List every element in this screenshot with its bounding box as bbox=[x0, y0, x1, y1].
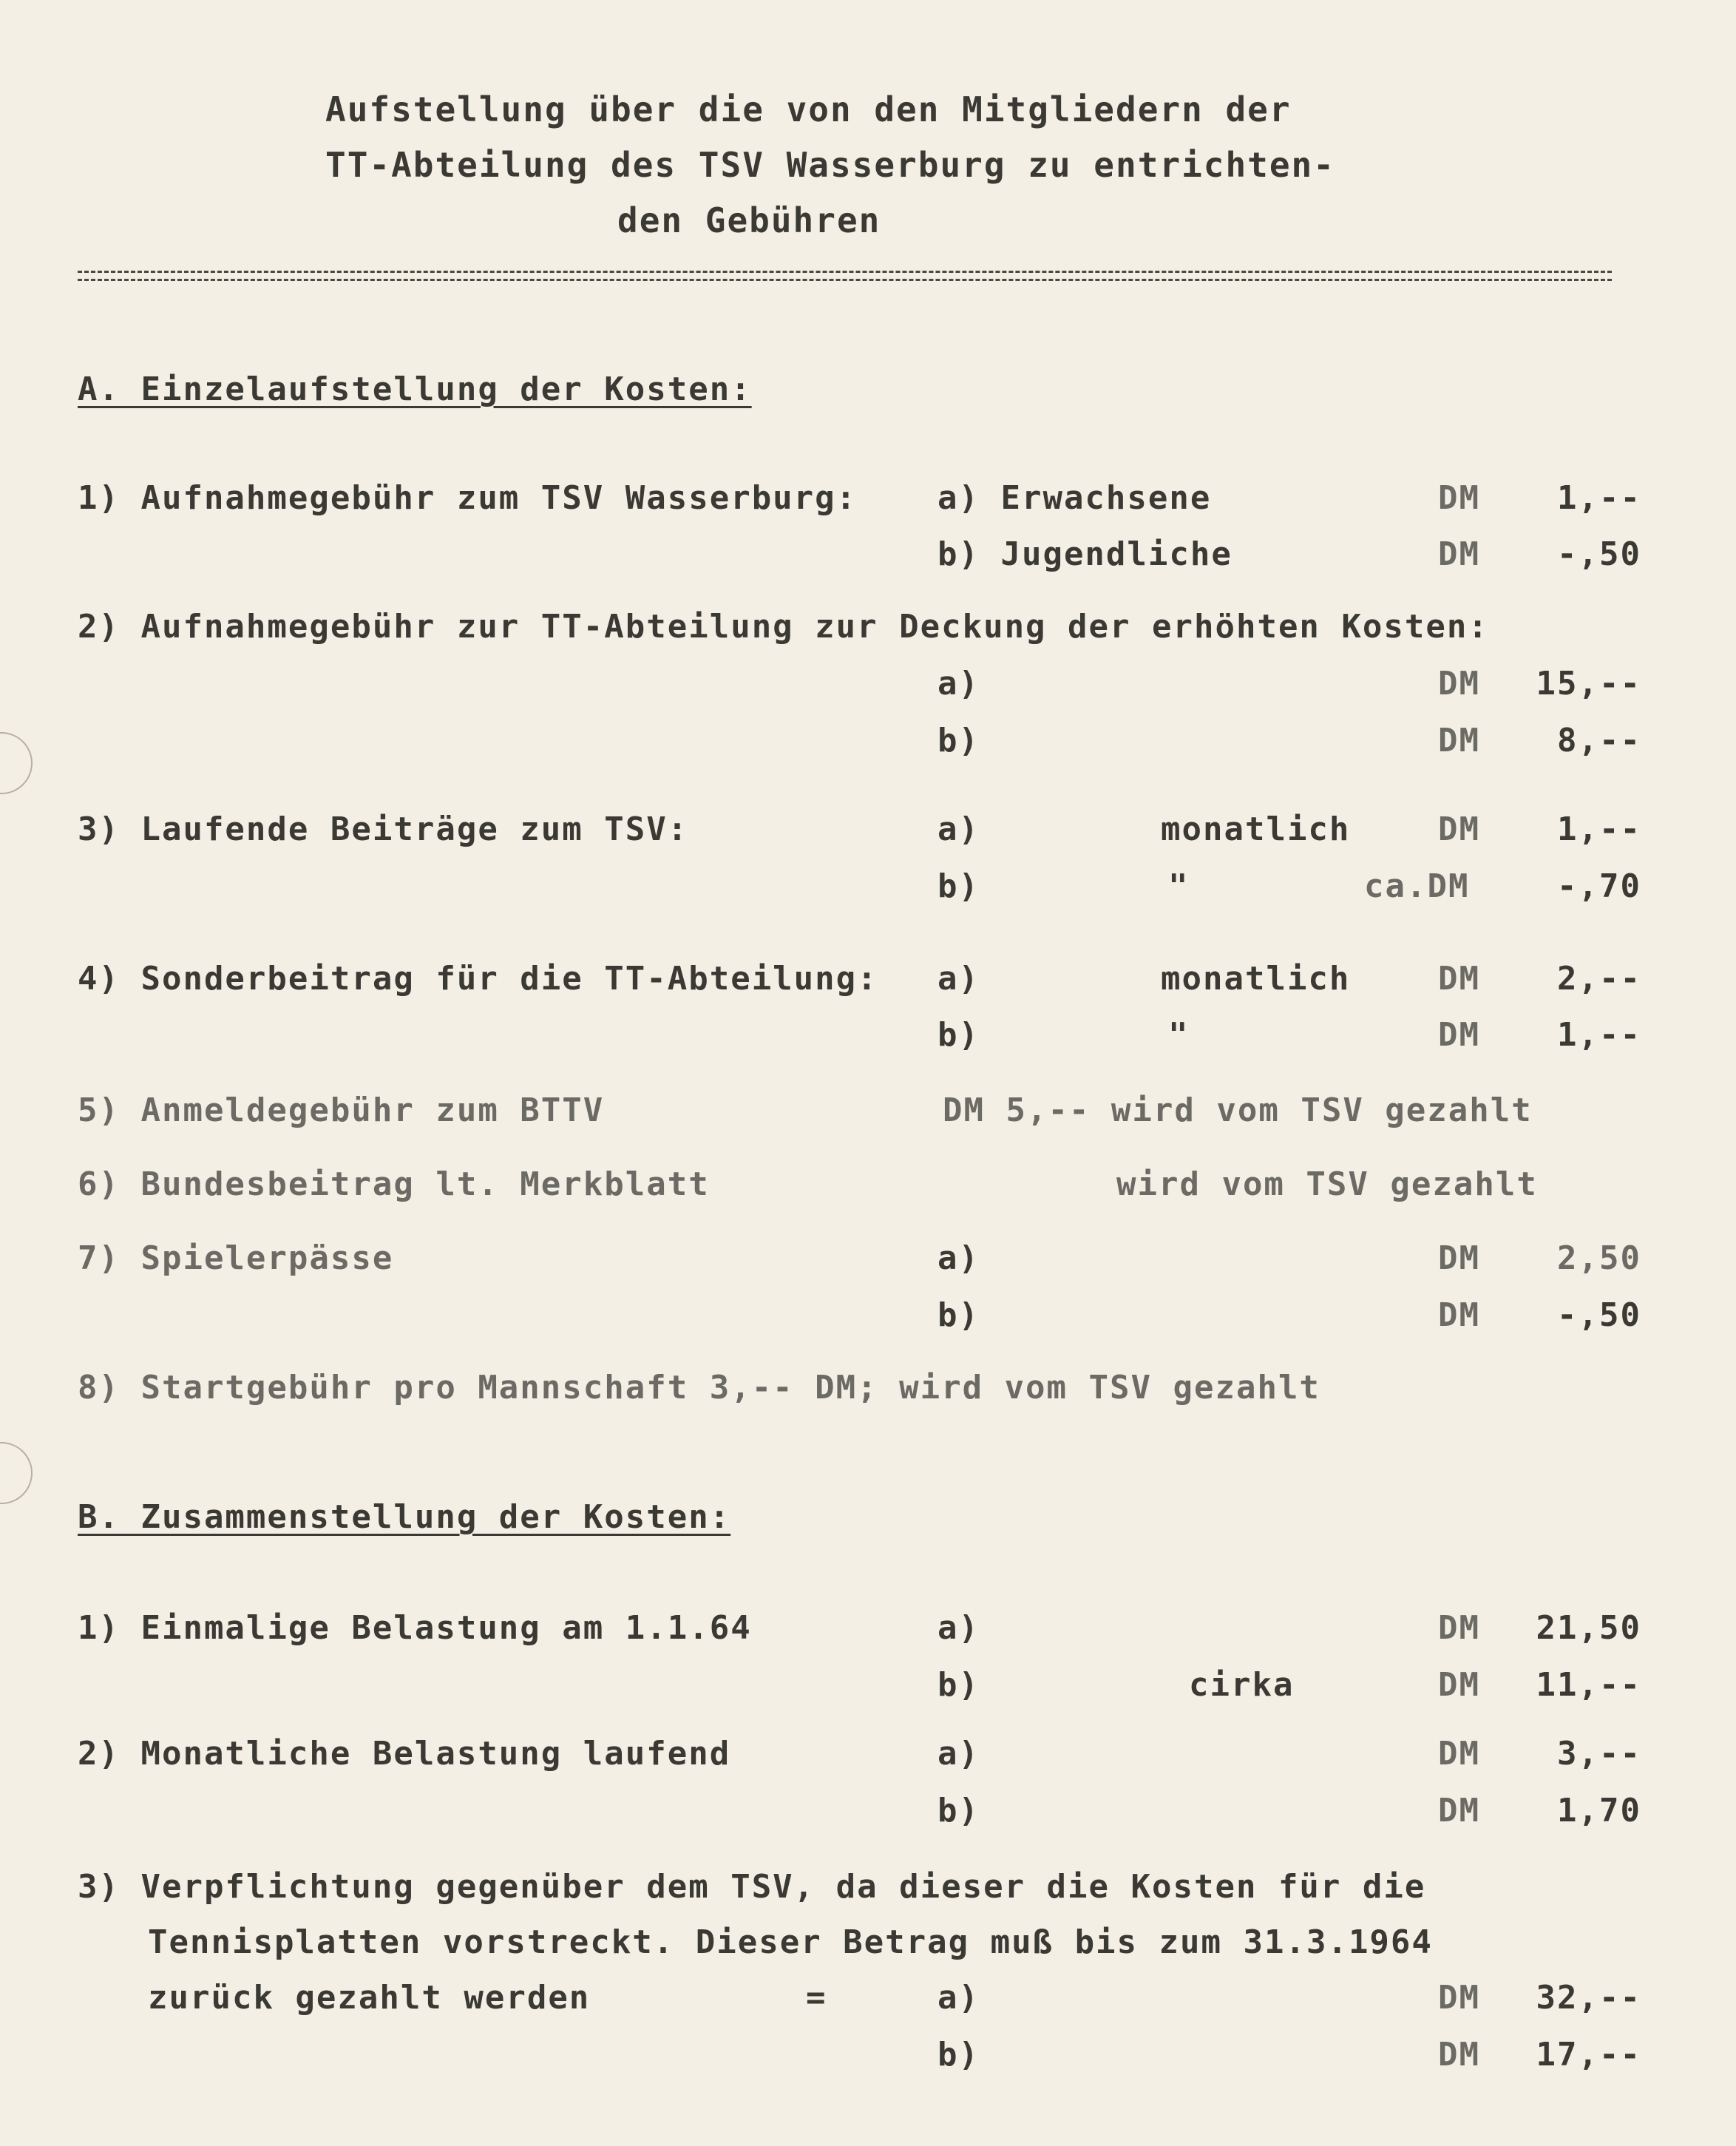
a3-b-label: b) bbox=[937, 867, 980, 905]
a1-a-currency: DM bbox=[1438, 479, 1480, 517]
a3-a-amount: 1,-- bbox=[1557, 810, 1641, 848]
punch-hole bbox=[0, 1442, 33, 1504]
a3-b-note: " bbox=[1168, 867, 1190, 905]
b1-a-label: a) bbox=[937, 1609, 980, 1647]
a1-a-amount: 1,-- bbox=[1557, 479, 1641, 517]
b1-a-currency: DM bbox=[1438, 1609, 1480, 1647]
b1-b-label: b) bbox=[937, 1666, 980, 1704]
b2-a-currency: DM bbox=[1438, 1735, 1480, 1773]
a6-note: wird vom TSV gezahlt bbox=[1116, 1165, 1538, 1203]
b1-b-amount: 11,-- bbox=[1536, 1666, 1641, 1704]
a1-label: 1) Aufnahmegebühr zum TSV Wasserburg: bbox=[78, 479, 858, 517]
a7-a-amount: 2,50 bbox=[1557, 1239, 1641, 1277]
b1-b-note: cirka bbox=[1189, 1666, 1295, 1704]
a3-a-note: monatlich bbox=[1161, 810, 1351, 848]
a3-b-amount: -,70 bbox=[1557, 867, 1641, 905]
b2-a-amount: 3,-- bbox=[1557, 1735, 1641, 1773]
a7-b-label: b) bbox=[937, 1296, 980, 1334]
a3-a-label: a) bbox=[937, 810, 980, 848]
a3-b-currency: ca.DM bbox=[1364, 867, 1470, 905]
b3-a-amount: 32,-- bbox=[1536, 1979, 1641, 2017]
a2-label: 2) Aufnahmegebühr zur TT-Abteilung zur Deckung der erhöhten Kosten: bbox=[78, 608, 1489, 646]
a2-b-amount: 8,-- bbox=[1557, 722, 1641, 759]
a8-label: 8) Startgebühr pro Mannschaft 3,-- DM; wird vom TSV gezahlt bbox=[78, 1369, 1320, 1407]
a2-a-currency: DM bbox=[1438, 665, 1480, 703]
section-a-heading: A. Einzelaufstellung der Kosten: bbox=[78, 370, 752, 408]
b2-b-label: b) bbox=[937, 1792, 980, 1829]
a3-label: 3) Laufende Beiträge zum TSV: bbox=[78, 810, 689, 848]
a2-b-currency: DM bbox=[1438, 722, 1480, 759]
b1-a-amount: 21,50 bbox=[1536, 1609, 1641, 1647]
a4-b-label: b) bbox=[937, 1016, 980, 1054]
b3-b-amount: 17,-- bbox=[1536, 2036, 1641, 2074]
a4-b-amount: 1,-- bbox=[1557, 1016, 1641, 1054]
a5-note: DM 5,-- wird vom TSV gezahlt bbox=[943, 1091, 1533, 1129]
b3-equals: = bbox=[806, 1979, 827, 2017]
a4-b-currency: DM bbox=[1438, 1016, 1480, 1054]
b1-b-currency: DM bbox=[1438, 1666, 1480, 1704]
a2-b-label: b) bbox=[937, 722, 980, 759]
a1-b-currency: DM bbox=[1438, 535, 1480, 573]
a1-b-amount: -,50 bbox=[1557, 535, 1641, 573]
b3-line-1: 3) Verpflichtung gegenüber dem TSV, da dieser die Kosten für die bbox=[78, 1868, 1426, 1906]
a1-b-label: b) Jugendliche bbox=[937, 535, 1233, 573]
b3-line-2: Tennisplatten vorstreckt. Dieser Betrag muß bis zum 31.3.1964 bbox=[148, 1923, 1433, 1961]
a4-a-amount: 2,-- bbox=[1557, 960, 1641, 998]
a7-a-label: a) bbox=[937, 1239, 980, 1277]
punch-hole bbox=[0, 732, 33, 794]
a4-a-currency: DM bbox=[1438, 960, 1480, 998]
a5-label: 5) Anmeldegebühr zum BTTV bbox=[78, 1091, 605, 1129]
double-rule bbox=[78, 271, 1612, 281]
a4-a-note: monatlich bbox=[1161, 960, 1351, 998]
b3-b-label: b) bbox=[937, 2036, 980, 2074]
section-b-heading: B. Zusammenstellung der Kosten: bbox=[78, 1498, 731, 1536]
b2-b-amount: 1,70 bbox=[1557, 1792, 1641, 1829]
b2-a-label: a) bbox=[937, 1735, 980, 1773]
title-line-1: Aufstellung über die von den Mitgliedern der bbox=[325, 89, 1292, 129]
a4-a-label: a) bbox=[937, 960, 980, 998]
a4-b-note: " bbox=[1168, 1016, 1190, 1054]
a7-b-amount: -,50 bbox=[1557, 1296, 1641, 1334]
a1-a-label: a) Erwachsene bbox=[937, 479, 1212, 517]
a7-b-currency: DM bbox=[1438, 1296, 1480, 1334]
a4-label: 4) Sonderbeitrag für die TT-Abteilung: bbox=[78, 960, 878, 998]
a7-label: 7) Spielerpässe bbox=[78, 1239, 394, 1277]
title-line-2: TT-Abteilung des TSV Wasserburg zu entrichten- bbox=[325, 145, 1335, 185]
title-line-3: den Gebühren bbox=[617, 200, 881, 240]
b3-a-label: a) bbox=[937, 1979, 980, 2017]
a3-a-currency: DM bbox=[1438, 810, 1480, 848]
a2-a-amount: 15,-- bbox=[1536, 665, 1641, 703]
b1-label: 1) Einmalige Belastung am 1.1.64 bbox=[78, 1609, 752, 1647]
b2-b-currency: DM bbox=[1438, 1792, 1480, 1829]
a6-label: 6) Bundesbeitrag lt. Merkblatt bbox=[78, 1165, 710, 1203]
a7-a-currency: DM bbox=[1438, 1239, 1480, 1277]
b3-b-currency: DM bbox=[1438, 2036, 1480, 2074]
b3-a-currency: DM bbox=[1438, 1979, 1480, 2017]
a2-a-label: a) bbox=[937, 665, 980, 703]
b3-line-3: zurück gezahlt werden bbox=[148, 1979, 591, 2017]
b2-label: 2) Monatliche Belastung laufend bbox=[78, 1735, 731, 1773]
